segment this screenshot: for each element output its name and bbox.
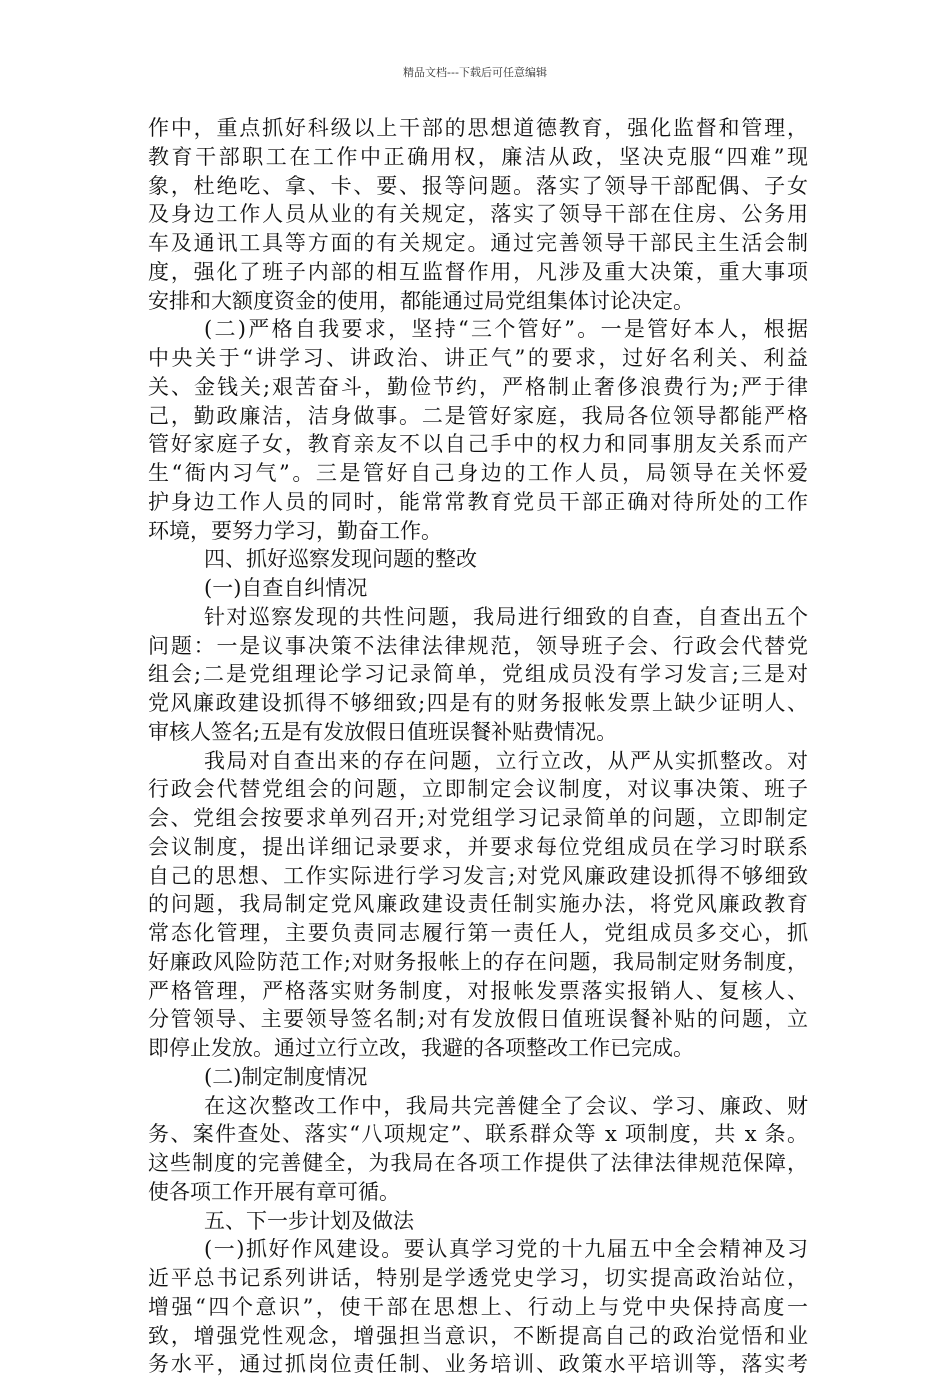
text-line: 四、抓好巡察发现问题的整改 [204, 547, 477, 572]
text-line: 这些制度的完善健全，为我局在各项工作提供了法律法律规范保障， [148, 1151, 808, 1175]
text-line: 关、金钱关;艰苦奋斗，勤俭节约，严格制止奢侈浪费行为;严于律 [148, 374, 808, 399]
text-line: 会、党组会按要求单列召开;对党组学习记录简单的问题，立即制定 [148, 806, 808, 830]
text-line: 护身边工作人员的同时，能常常教育党员干部正确对待所处的工作 [148, 489, 808, 514]
page-header: 精品文档---下载后可任意编辑 [403, 66, 547, 79]
text-line: 务、案件查处、落实“八项规定”、联系群众等 x 项制度，共 x 条。 [148, 1122, 808, 1147]
text-line: 审核人签名;五是有发放假日值班误餐补贴费情况。 [148, 719, 618, 744]
text-line: (一)自查自纠情况 [204, 576, 368, 600]
text-line: 行政会代替党组会的问题，立即制定会议制度，对议事决策、班子 [148, 777, 808, 802]
text-line: 度，强化了班子内部的相互监督作用，凡涉及重大决策，重大事项 [148, 259, 808, 284]
text-line: 环境，要努力学习，勤奋工作。 [148, 518, 442, 543]
text-line: 五、下一步计划及做法 [204, 1208, 414, 1233]
text-line: (二)制定制度情况 [204, 1064, 368, 1089]
text-line: 好廉政风险防范工作;对财务报帐上的存在问题，我局制定财务制度， [148, 949, 808, 974]
text-line: 常态化管理，主要负责同志履行第一责任人，党组成员多交心，抓 [148, 921, 808, 945]
text-line: 致，增强党性观念，增强担当意识，不断提高自己的政治觉悟和业 [148, 1323, 808, 1348]
text-line: 近平总书记系列讲话，特别是学透党史学习，切实提高政治站位， [148, 1266, 808, 1290]
text-line: 的问题，我局制定党风廉政建设责任制实施办法，将党风廉政教育 [148, 892, 808, 917]
text-line: 分管领导、主要领导签名制;对有发放假日值班误餐补贴的问题，立 [148, 1007, 808, 1032]
text-line: 自己的思想、工作实际进行学习发言;对党风廉政建设抓得不够细致 [148, 863, 808, 888]
text-line: 问题：一是议事决策不法律法律规范，领导班子会、行政会代替党 [148, 633, 808, 658]
text-line: 增强“四个意识”，使干部在思想上、行动上与党中央保持高度一 [148, 1294, 808, 1319]
text-line: 中央关于“讲学习、讲政治、讲正气”的要求，过好名利关、利益 [148, 346, 808, 370]
text-line: 管好家庭子女，教育亲友不以自己手中的权力和同事朋友关系而产 [148, 432, 808, 457]
text-line: 己，勤政廉洁，洁身做事。二是管好家庭，我局各位领导都能严格 [148, 403, 808, 428]
text-line: 在这次整改工作中，我局共完善健全了会议、学习、廉政、财 [204, 1093, 808, 1118]
text-line: 及身边工作人员从业的有关规定，落实了领导干部在住房、公务用 [148, 202, 808, 227]
text-line: 车及通讯工具等方面的有关规定。通过完善领导干部民主生活会制 [148, 231, 808, 255]
text-line: 象，杜绝吃、拿、卡、要、报等问题。落实了领导干部配偶、子女 [148, 173, 808, 198]
text-line: 安排和大额度资金的使用，都能通过局党组集体讨论决定。 [148, 288, 694, 313]
text-line: 使各项工作开展有章可循。 [148, 1179, 400, 1204]
text-line: (二)严格自我要求，坚持“三个管好”。一是管好本人，根据 [204, 317, 808, 342]
text-line: 严格管理，严格落实财务制度，对报帐发票落实报销人、复核人、 [148, 978, 808, 1003]
text-line: 针对巡察发现的共性问题，我局进行细致的自查，自查出五个 [204, 604, 808, 629]
document-body [148, 114, 808, 1379]
text-line: 生“衙内习气”。三是管好自己身边的工作人员，局领导在关怀爱 [148, 461, 808, 485]
text-line: 务水平，通过抓岗位责任制、业务培训、政策水平培训等，落实考 [148, 1352, 808, 1377]
text-line: 组会;二是党组理论学习记录简单，党组成员没有学习发言;三是对 [148, 662, 808, 687]
text-line: 党风廉政建设抓得不够细致;四是有的财务报帐发票上缺少证明人、 [148, 691, 808, 715]
text-line: 教育干部职工在工作中正确用权，廉洁从政，坚决克服“四难”现 [148, 144, 808, 169]
text-line: 即停止发放。通过立行立改，我避的各项整改工作已完成。 [148, 1036, 694, 1060]
text-line: (一)抓好作风建设。要认真学习党的十九届五中全会精神及习 [204, 1237, 808, 1262]
text-line: 会议制度，提出详细记录要求，并要求每位党组成员在学习时联系 [148, 834, 808, 859]
text-line: 我局对自查出来的存在问题，立行立改，从严从实抓整改。对 [204, 748, 808, 773]
text-line: 作中，重点抓好科级以上干部的思想道德教育，强化监督和管理， [148, 116, 808, 140]
